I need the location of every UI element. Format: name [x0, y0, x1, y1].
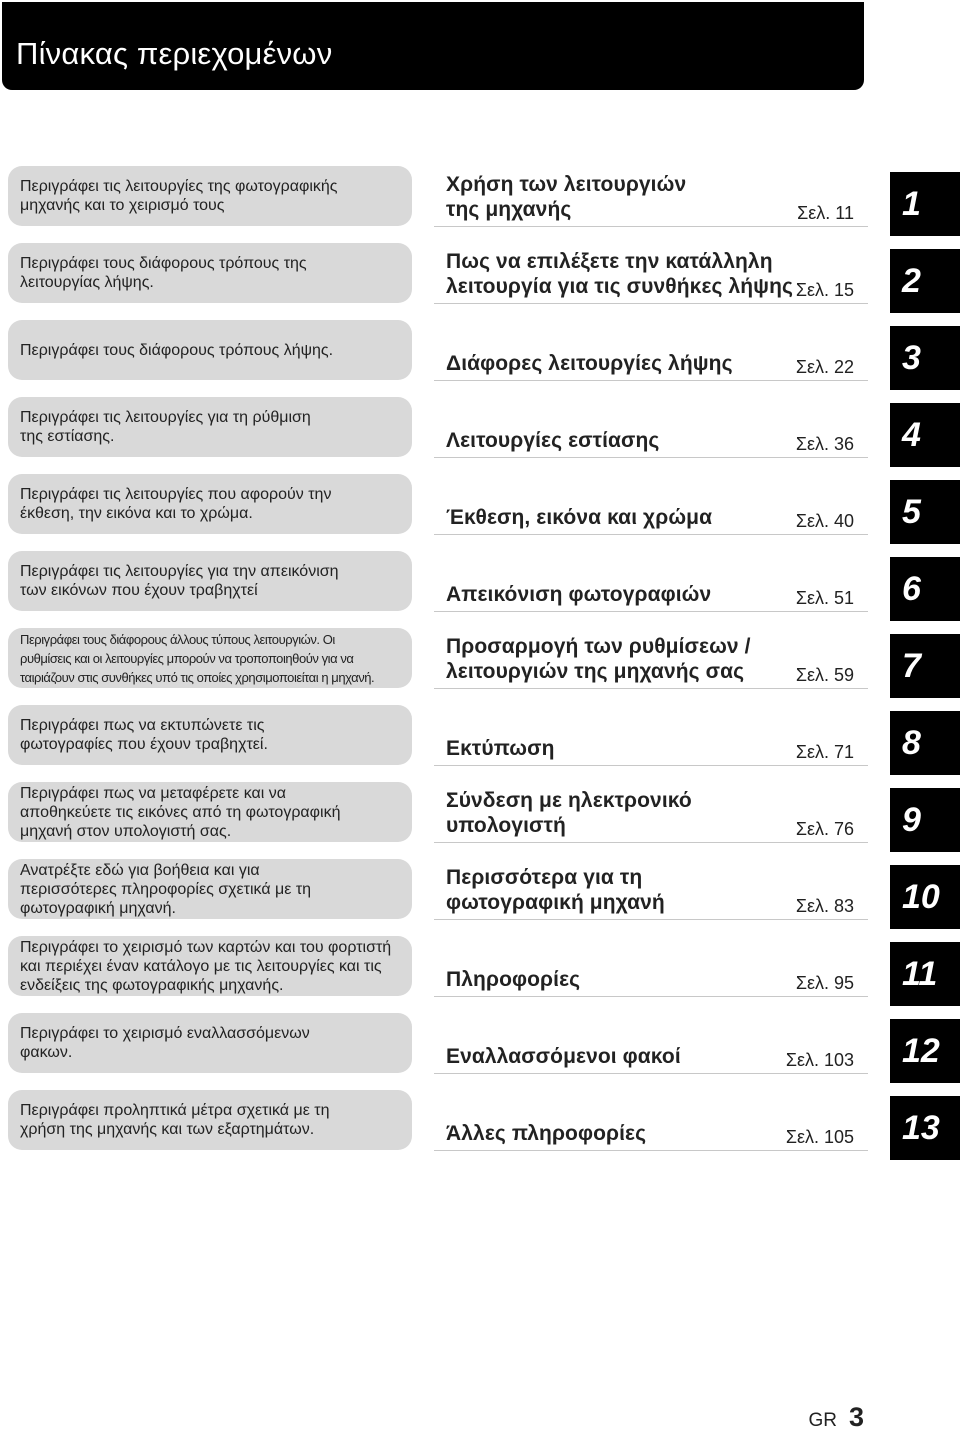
section-tab-11[interactable]: 11 [890, 942, 960, 1006]
title-bar [2, 2, 864, 90]
section-title: Διάφορες λειτουργίες λήψης [446, 352, 733, 375]
section-tab-7[interactable]: 7 [890, 634, 960, 698]
toc-row-7 [0, 628, 960, 690]
section-page: Σελ. 71 [795, 742, 854, 762]
section-entry[interactable] [434, 705, 868, 766]
section-tab-2[interactable]: 2 [890, 249, 960, 313]
section-description[interactable]: Ανατρέξτε εδώ για βοήθεια και για περισσότερες πληροφορίες σχετικά με τη φωτογραφική μηχανή. [8, 859, 412, 919]
section-page: Σελ. 22 [795, 357, 854, 377]
section-title: Λειτουργίες εστίασης [446, 429, 660, 452]
section-description[interactable]: Περιγράφει τους διάφορους άλλους τύπους λειτουργιών. Οι ρυθμίσεις και οι λειτουργίες μπορούν να τροποποιηθούν για να ταιριάζουν στις συνθήκες υπό τις οποίες χρησιμοποιείται η μηχανή. [8, 628, 412, 688]
section-entry[interactable] [434, 320, 868, 381]
toc-row-1 [0, 166, 960, 228]
toc-row-11 [0, 936, 960, 998]
section-tab-12[interactable]: 12 [890, 1019, 960, 1083]
section-entry[interactable] [434, 243, 868, 304]
section-tab-1[interactable]: 1 [890, 172, 960, 236]
section-title: Έκθεση, εικόνα και χρώμα [446, 506, 713, 529]
section-description[interactable]: Περιγράφει πως να μεταφέρετε και να αποθηκεύετε τις εικόνες από τη φωτογραφική μηχανή στον υπολογιστή σας. [8, 782, 412, 842]
section-page: Σελ. 103 [785, 1050, 854, 1070]
section-entry[interactable] [434, 859, 868, 920]
section-tab-13[interactable]: 13 [890, 1096, 960, 1160]
section-tab-3[interactable]: 3 [890, 326, 960, 390]
section-page: Σελ. 40 [795, 511, 854, 531]
section-page: Σελ. 36 [795, 434, 854, 454]
section-page: Σελ. 95 [795, 973, 854, 993]
section-tab-4[interactable]: 4 [890, 403, 960, 467]
section-page: Σελ. 76 [795, 819, 854, 839]
section-entry[interactable] [434, 782, 868, 843]
section-title: Εναλλασσόμενοι φακοί [446, 1045, 681, 1068]
section-page: Σελ. 15 [795, 280, 854, 300]
section-page: Σελ. 11 [797, 203, 854, 223]
footer-language: GR [808, 1410, 837, 1431]
section-description[interactable]: Περιγράφει τις λειτουργίες για την απεικόνιση των εικόνων που έχουν τραβηχτεί [8, 551, 412, 611]
toc-row-8 [0, 705, 960, 767]
toc-row-2 [0, 243, 960, 305]
section-title: Πως να επιλέξετε την κατάλληλη λειτουργία για τις συνθήκες λήψης [446, 250, 794, 298]
section-tab-8[interactable]: 8 [890, 711, 960, 775]
section-description[interactable]: Περιγράφει τις λειτουργίες που αφορούν την έκθεση, την εικόνα και το χρώμα. [8, 474, 412, 534]
section-tab-5[interactable]: 5 [890, 480, 960, 544]
section-page: Σελ. 59 [795, 665, 854, 685]
section-entry[interactable] [434, 628, 868, 689]
toc-row-9 [0, 782, 960, 844]
section-tab-10[interactable]: 10 [890, 865, 960, 929]
section-title: Απεικόνιση φωτογραφιών [446, 583, 712, 606]
section-tab-6[interactable]: 6 [890, 557, 960, 621]
section-entry[interactable] [434, 166, 868, 227]
section-entry[interactable] [434, 474, 868, 535]
section-title: Περισσότερα για τη φωτογραφική μηχανή [446, 866, 665, 914]
toc-row-13 [0, 1090, 960, 1152]
toc-row-3 [0, 320, 960, 382]
section-page: Σελ. 105 [785, 1127, 854, 1147]
section-title: Χρήση των λειτουργιών της μηχανής [446, 173, 687, 221]
section-description[interactable]: Περιγράφει το χειρισμό εναλλασσόμενων φακων. [8, 1013, 412, 1073]
toc-row-12 [0, 1013, 960, 1075]
toc-row-4 [0, 397, 960, 459]
section-description[interactable]: Περιγράφει τις λειτουργίες της φωτογραφικής μηχανής και το χειρισμό τους [8, 166, 412, 226]
section-entry[interactable] [434, 1090, 868, 1151]
section-entry[interactable] [434, 1013, 868, 1074]
toc-row-6 [0, 551, 960, 613]
toc-row-10 [0, 859, 960, 921]
section-title: Άλλες πληροφορίες [446, 1122, 647, 1145]
section-description[interactable]: Περιγράφει προληπτικά μέτρα σχετικά με τη χρήση της μηχανής και των εξαρτημάτων. [8, 1090, 412, 1150]
section-page: Σελ. 83 [795, 896, 854, 916]
section-title: Σύνδεση με ηλεκτρονικό υπολογιστή [446, 789, 692, 837]
toc-row-5 [0, 474, 960, 536]
section-entry[interactable] [434, 397, 868, 458]
section-description[interactable]: Περιγράφει τους διάφορους τρόπους της λειτουργίας λήψης. [8, 243, 412, 303]
section-description[interactable]: Περιγράφει τους διάφορους τρόπους λήψης. [8, 320, 412, 380]
section-description[interactable]: Περιγράφει το χειρισμό των καρτών και του φορτιστή και περιέχει έναν κατάλογο με τις λειτουργίες και τις ενδείξεις της φωτογραφικής μηχανής. [8, 936, 412, 996]
section-title: Εκτύπωση [446, 737, 555, 760]
section-page: Σελ. 51 [795, 588, 854, 608]
section-description[interactable]: Περιγράφει πως να εκτυπώνετε τις φωτογραφίες που έχουν τραβηχτεί. [8, 705, 412, 765]
footer-page-number: 3 [848, 1402, 864, 1432]
section-title: Πληροφορίες [446, 968, 581, 991]
section-entry[interactable] [434, 551, 868, 612]
section-tab-9[interactable]: 9 [890, 788, 960, 852]
footer [808, 1402, 864, 1433]
section-description[interactable]: Περιγράφει τις λειτουργίες για τη ρύθμιση της εστίασης. [8, 397, 412, 457]
page-title: Πίνακας περιεχομένων [16, 36, 333, 71]
section-entry[interactable] [434, 936, 868, 997]
section-title: Προσαρμογή των ρυθμίσεων / λειτουργιών της μηχανής σας [446, 635, 751, 683]
